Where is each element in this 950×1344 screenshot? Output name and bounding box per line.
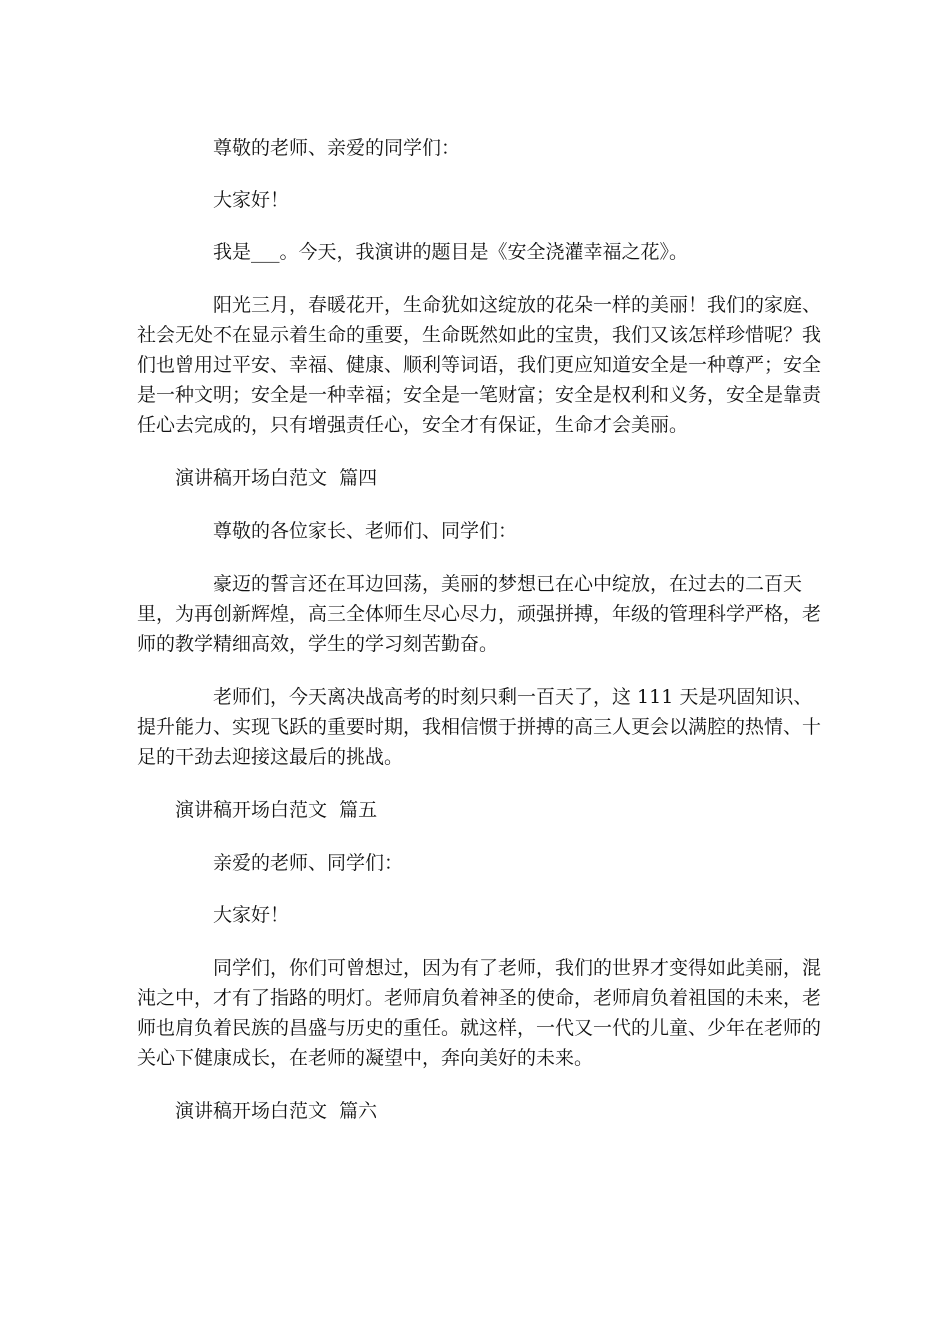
body-paragraph: 老师们，今天离决战高考的时刻只剩一百天了，这 111 天是巩固知识、提升能力、实现飞跃的重要时期，我相信惯于拼搏的高三人更会以满腔的热情、十足的干劲去迎接这最后的挑战。 [137,686,822,768]
document-body [137,133,827,1126]
speech-title-line: 我是___。今天，我演讲的题目是《安全浇灌幸福之花》。 [213,241,689,263]
salutation: 亲爱的老师、同学们： [213,852,404,874]
greeting-line: 大家好！ [213,189,290,211]
salutation: 尊敬的老师、亲爱的同学们： [213,137,461,159]
section-heading: 演讲稿开场白范文 篇四 [175,467,378,489]
section-heading: 演讲稿开场白范文 篇五 [175,799,378,821]
section-heading: 演讲稿开场白范文 篇六 [175,1100,378,1122]
body-paragraph: 豪迈的誓言还在耳边回荡，美丽的梦想已在心中绽放，在过去的二百天里，为再创新辉煌，高三全体师生尽心尽力，顽强拼搏，年级的管理科学严格，老师的教学精细高效，学生的学习刻苦勤奋。 [137,573,822,655]
body-paragraph: 阳光三月，春暖花开，生命犹如这绽放的花朵一样的美丽！我们的家庭、社会无处不在显示着生命的重要，生命既然如此的宝贵，我们又该怎样珍惜呢？我们也曾用过平安、幸福、健康、顺利等词语，我们更应知道安全是一种尊严；安全是一种文明；安全是一种幸福；安全是一笔财富；安全是权利和义务，安全是靠责任心去完成的，只有增强责任心，安全才有保证，生命才会美丽。 [137,294,822,436]
body-paragraph: 同学们，你们可曾想过，因为有了老师，我们的世界才变得如此美丽，混沌之中，才有了指路的明灯。老师肩负着神圣的使命，老师肩负着祖国的未来，老师也肩负着民族的昌盛与历史的重任。就这样，一代又一代的儿童、少年在老师的关心下健康成长，在老师的凝望中，奔向美好的未来。 [137,957,822,1069]
greeting-line: 大家好！ [213,904,290,926]
salutation: 尊敬的各位家长、老师们、同学们： [213,520,518,542]
